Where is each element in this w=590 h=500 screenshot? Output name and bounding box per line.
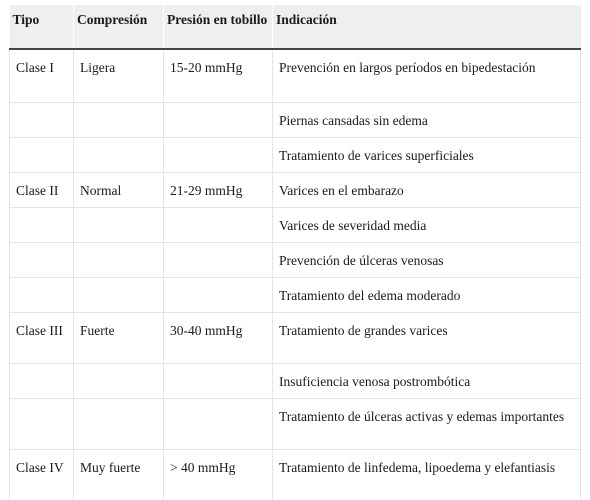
table-row xyxy=(10,277,581,312)
cell-compresion xyxy=(74,102,164,137)
cell-presion xyxy=(164,207,273,242)
table-row xyxy=(10,398,581,449)
table-row xyxy=(10,172,581,207)
table-header xyxy=(10,5,581,49)
table-row xyxy=(10,137,581,172)
table-row xyxy=(10,207,581,242)
cell-compresion: Fuerte xyxy=(74,312,164,363)
table-row xyxy=(10,363,581,398)
header-indicacion: Indicación xyxy=(273,5,581,49)
cell-indicacion: Tratamiento de úlceras activas y edemas importantes xyxy=(273,398,581,449)
cell-indicacion: Tratamiento del edema moderado xyxy=(273,277,581,312)
cell-tipo: Clase III xyxy=(10,312,74,363)
cell-tipo xyxy=(10,398,74,449)
table-row xyxy=(10,102,581,137)
table-body xyxy=(10,49,581,500)
cell-compresion xyxy=(74,207,164,242)
cell-compresion: Muy fuerte xyxy=(74,449,164,500)
cell-tipo xyxy=(10,137,74,172)
cell-presion: 15-20 mmHg xyxy=(164,49,273,102)
cell-presion xyxy=(164,277,273,312)
cell-presion: > 40 mmHg xyxy=(164,449,273,500)
cell-compresion xyxy=(74,137,164,172)
table-row xyxy=(10,449,581,500)
cell-indicacion: Tratamiento de grandes varices xyxy=(273,312,581,363)
cell-compresion: Ligera xyxy=(74,49,164,102)
cell-tipo xyxy=(10,207,74,242)
cell-presion xyxy=(164,398,273,449)
cell-presion xyxy=(164,137,273,172)
cell-presion xyxy=(164,363,273,398)
cell-indicacion: Piernas cansadas sin edema xyxy=(273,102,581,137)
cell-presion: 30-40 mmHg xyxy=(164,312,273,363)
cell-indicacion: Tratamiento de linfedema, lipoedema y elefantiasis xyxy=(273,449,581,500)
cell-compresion xyxy=(74,242,164,277)
cell-tipo xyxy=(10,242,74,277)
table-row xyxy=(10,312,581,363)
cell-compresion xyxy=(74,277,164,312)
cell-presion xyxy=(164,242,273,277)
cell-presion: 21-29 mmHg xyxy=(164,172,273,207)
header-compresion: Compresión xyxy=(74,5,164,49)
cell-indicacion: Insuficiencia venosa postrombótica xyxy=(273,363,581,398)
header-tipo: Tipo xyxy=(10,5,74,49)
cell-tipo xyxy=(10,363,74,398)
table-row xyxy=(10,242,581,277)
compression-table xyxy=(9,5,581,500)
cell-tipo xyxy=(10,102,74,137)
cell-tipo: Clase IV xyxy=(10,449,74,500)
cell-compresion: Normal xyxy=(74,172,164,207)
cell-tipo: Clase I xyxy=(10,49,74,102)
cell-indicacion: Varices de severidad media xyxy=(273,207,581,242)
table-row xyxy=(10,49,581,102)
cell-indicacion: Prevención en largos períodos en bipedestación xyxy=(273,49,581,102)
cell-compresion xyxy=(74,363,164,398)
cell-indicacion: Tratamiento de varices superficiales xyxy=(273,137,581,172)
header-presion: Presión en tobillo xyxy=(164,5,273,49)
cell-compresion xyxy=(74,398,164,449)
cell-indicacion: Varices en el embarazo xyxy=(273,172,581,207)
cell-presion xyxy=(164,102,273,137)
cell-tipo xyxy=(10,277,74,312)
header-row xyxy=(10,5,581,49)
cell-indicacion: Prevención de úlceras venosas xyxy=(273,242,581,277)
cell-tipo: Clase II xyxy=(10,172,74,207)
